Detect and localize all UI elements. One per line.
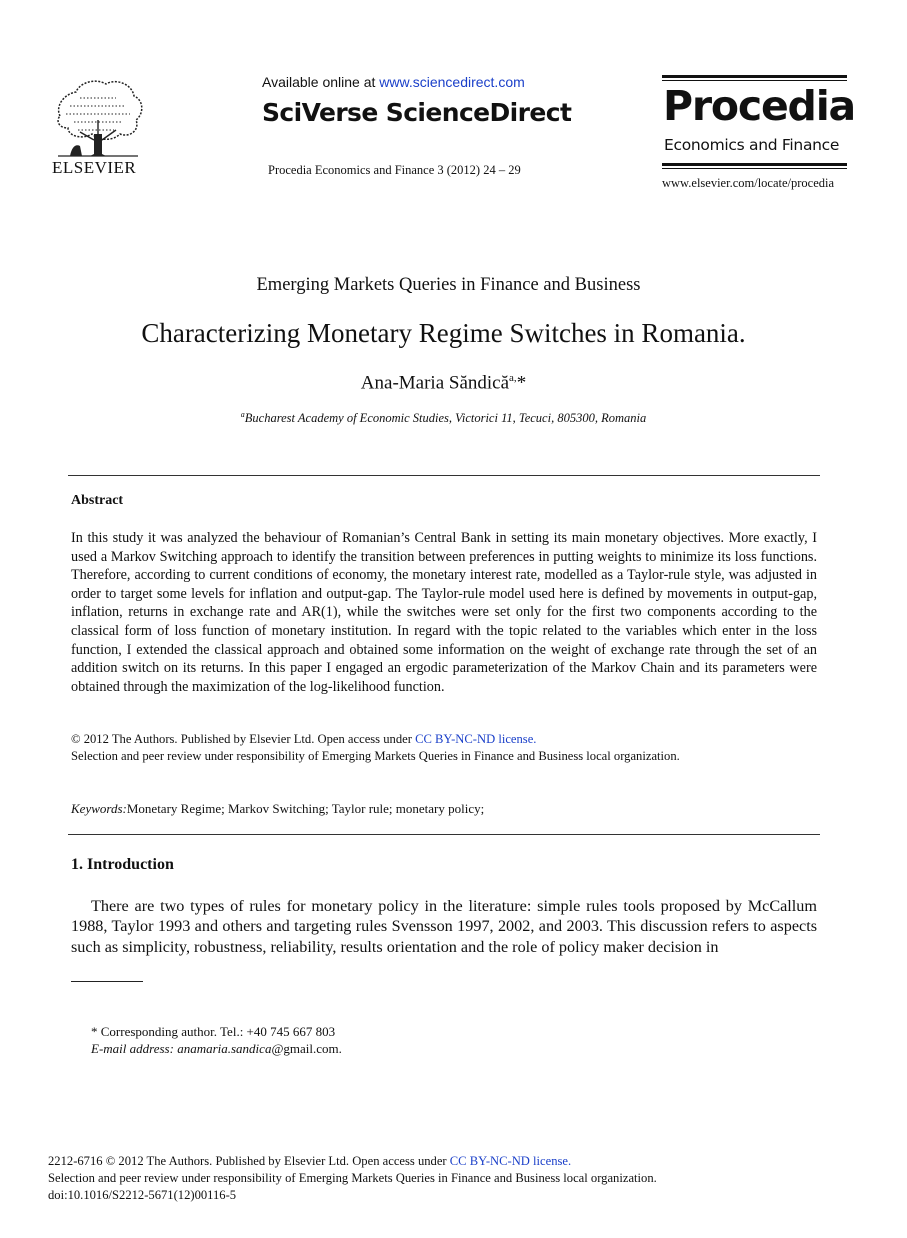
procedia-url[interactable]: www.elsevier.com/locate/procedia — [662, 176, 835, 190]
journal-citation: Procedia Economics and Finance 3 (2012) 24 – 29 — [268, 163, 521, 177]
affiliation-mark: a — [240, 410, 245, 419]
procedia-bottom-rule — [662, 163, 847, 166]
license-link[interactable]: CC BY-NC-ND license. — [415, 732, 537, 746]
copyright-text: © 2012 The Authors. Published by Elsevier Ltd. Open access under — [71, 732, 416, 746]
affiliation-text: Bucharest Academy of Economic Studies, Victorici 11, Tecuci, 805300, Romania — [244, 411, 647, 426]
footer-doi[interactable]: doi:10.1016/S2212-5671(12)00116-5 — [48, 1188, 237, 1202]
email-user[interactable]: anamaria.sandica — [177, 1041, 272, 1056]
abstract-heading: Abstract — [71, 493, 124, 508]
abstract-top-rule — [68, 475, 820, 476]
footer-issn-text: 2212-6716 © 2012 The Authors. Published by Elsevier Ltd. Open access under — [48, 1154, 450, 1168]
sciencedirect-link[interactable]: www.sciencedirect.com — [379, 74, 525, 90]
available-prefix: Available online at — [262, 74, 380, 90]
email-domain[interactable]: @gmail.com. — [271, 1041, 342, 1056]
keywords-line — [71, 801, 484, 817]
procedia-top-rule — [662, 75, 847, 78]
affiliation-line — [0, 410, 887, 426]
footer-peer-review: Selection and peer review under responsibility of Emerging Markets Queries in Finance and Business local organization. — [48, 1171, 657, 1185]
elsevier-wordmark: ELSEVIER — [52, 158, 137, 177]
available-online-line — [262, 74, 525, 90]
copyright-line — [71, 731, 536, 748]
corresponding-star: * — [516, 372, 527, 394]
peer-review-line: Selection and peer review under responsibility of Emerging Markets Queries in Finance and Business local organization. — [71, 749, 680, 763]
keywords-text: Monetary Regime; Markov Switching; Taylor rule; monetary policy; — [126, 801, 485, 816]
footnote-rule — [71, 981, 143, 982]
sciverse-logo: SciVerse ScienceDirect — [262, 98, 572, 127]
footer-license-link[interactable]: CC BY-NC-ND license. — [449, 1154, 572, 1168]
procedia-top-rule-thin — [662, 80, 847, 81]
abstract-bottom-rule — [68, 834, 820, 835]
abstract-body: In this study it was analyzed the behaviour of Romanian’s Central Bank in setting its main monetary objectives. More exactly, I used a Markov Switching approach to identify the transition between preferences in putting weights to minimize its loss functions. Therefore, according to current conditions of economy, the monetary interest rate, modelled as a Taylor-rule style, was adjusted in order to target some levels for inflation and output-gap. The Taylor-rule model used here is defined by movements in output-gap, inflation, returns in exchange rate and AR(1), while the switches were set only for the first two components according to the classical form of loss function of monetary institution. In regard with the topic related to the variables which enter in the loss function, I extended the classical approach and obtained some information on the weight of exchange rate through the set of an addition switch on its returns. In this paper I engaged an ergodic parameterization of the Markov Chain and its parameters were obtained through the maximization of the log-likelihood function. — [71, 530, 817, 695]
email-label: E-mail address: — [91, 1041, 178, 1056]
keywords-label: Keywords: — [71, 801, 127, 816]
corresponding-author-note: * Corresponding author. Tel.: +40 745 667 803 — [91, 1024, 336, 1039]
procedia-bottom-rule-thin — [662, 168, 847, 169]
article-title: Characterizing Monetary Regime Switches in Romania. — [141, 318, 746, 348]
author-affiliation-mark: a, — [509, 372, 517, 384]
email-note — [91, 1041, 342, 1057]
author-line — [0, 372, 887, 394]
section-heading-introduction: 1. Introduction — [71, 856, 174, 873]
procedia-subtitle: Economics and Finance — [664, 136, 840, 154]
conference-name: Emerging Markets Queries in Finance and Business — [256, 275, 641, 295]
procedia-logo: Procedia — [663, 82, 856, 130]
footer-issn-line — [48, 1154, 571, 1169]
author-name: Ana-Maria Săndică — [360, 372, 510, 394]
introduction-paragraph: There are two types of rules for monetary policy in the literature: simple rules tools proposed by McCallum 1988, Taylor 1993 and others and targeting rules Svensson 1997, 2002, and 2003. This discussion refers to aspects such as simplicity, robustness, reliability, results orientation and the role of policy maker decision in — [71, 897, 817, 956]
